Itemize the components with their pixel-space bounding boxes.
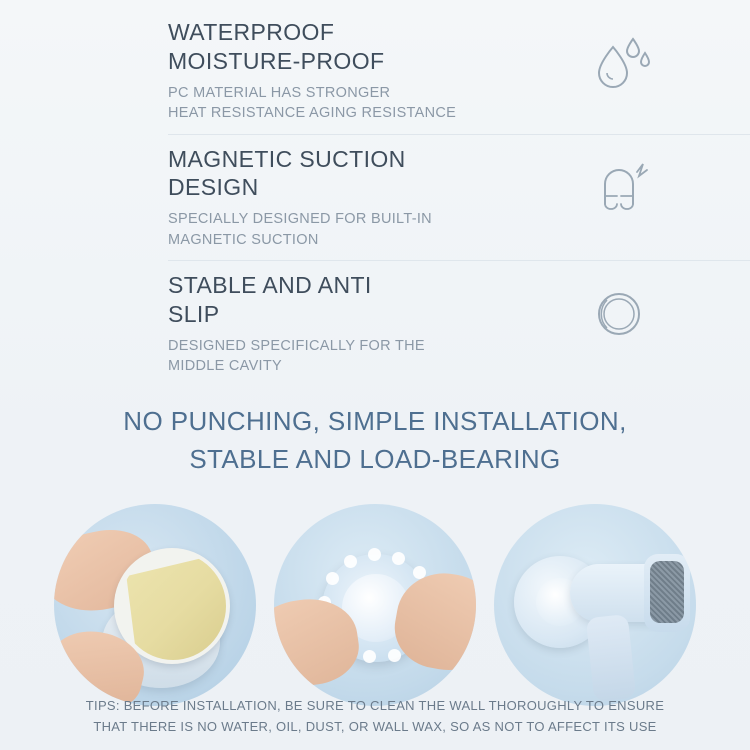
pressing-mount-to-wall-photo [274,504,476,706]
installation-photo-row [0,504,750,706]
feature-item-waterproof [0,8,750,134]
feature-item-anti-slip [168,260,750,387]
feature-description [168,209,498,250]
feature-desc-line2: MIDDLE CAVITY [168,358,283,375]
feature-title-line2: DESIGN [168,174,259,201]
magnet-icon [572,149,668,229]
feature-desc-line2: MAGNETIC SUCTION [168,231,319,248]
feature-description [168,336,498,377]
feature-desc-line2: HEAT RESISTANCE AGING RESISTANCE [168,105,457,122]
feature-desc-line1: SPECIALLY DESIGNED FOR BUILT-IN [168,211,432,228]
tips-line1: TIPS: BEFORE INSTALLATION, BE SURE TO CLEAN THE WALL THOROUGHLY TO ENSURE [85,698,665,713]
feature-item-magnetic-suction [168,134,750,261]
feature-title-line1: MAGNETIC SUCTION [168,145,406,172]
feature-title-line2: SLIP [168,301,220,328]
feature-title-line2: MOISTURE-PROOF [168,47,385,74]
headline-line1: NO PUNCHING, SIMPLE INSTALLATION, [123,405,627,436]
feature-text-block [168,271,572,377]
tips-line2: THAT THERE IS NO WATER, OIL, DUST, OR WALL WAX, SO AS NOT TO AFFECT ITS USE [93,718,657,734]
hair-dryer-handle-shape [586,614,637,702]
feature-text-block [168,18,572,124]
circle-pad-icon [572,275,668,355]
feature-title [168,145,498,203]
feature-description [168,83,498,124]
feature-title-line1: WATERPROOF [168,19,335,45]
water-drop-icon [572,22,668,102]
hair-dryer-attached-photo [494,504,696,706]
headline-line2: STABLE AND LOAD-BEARING [189,443,561,474]
feature-desc-line1: DESIGNED SPECIFICALLY FOR THE [168,337,425,354]
feature-title [168,271,498,329]
feature-title-line1: STABLE AND ANTI [168,272,372,299]
installation-tips [0,696,750,736]
hair-dryer-grille-shape [650,561,684,623]
page-headline [0,403,750,478]
feature-desc-line1: PC MATERIAL HAS STRONGER [168,84,391,101]
feature-title [168,18,498,76]
peeling-adhesive-backing-photo [54,504,256,706]
feature-text-block [168,145,572,251]
